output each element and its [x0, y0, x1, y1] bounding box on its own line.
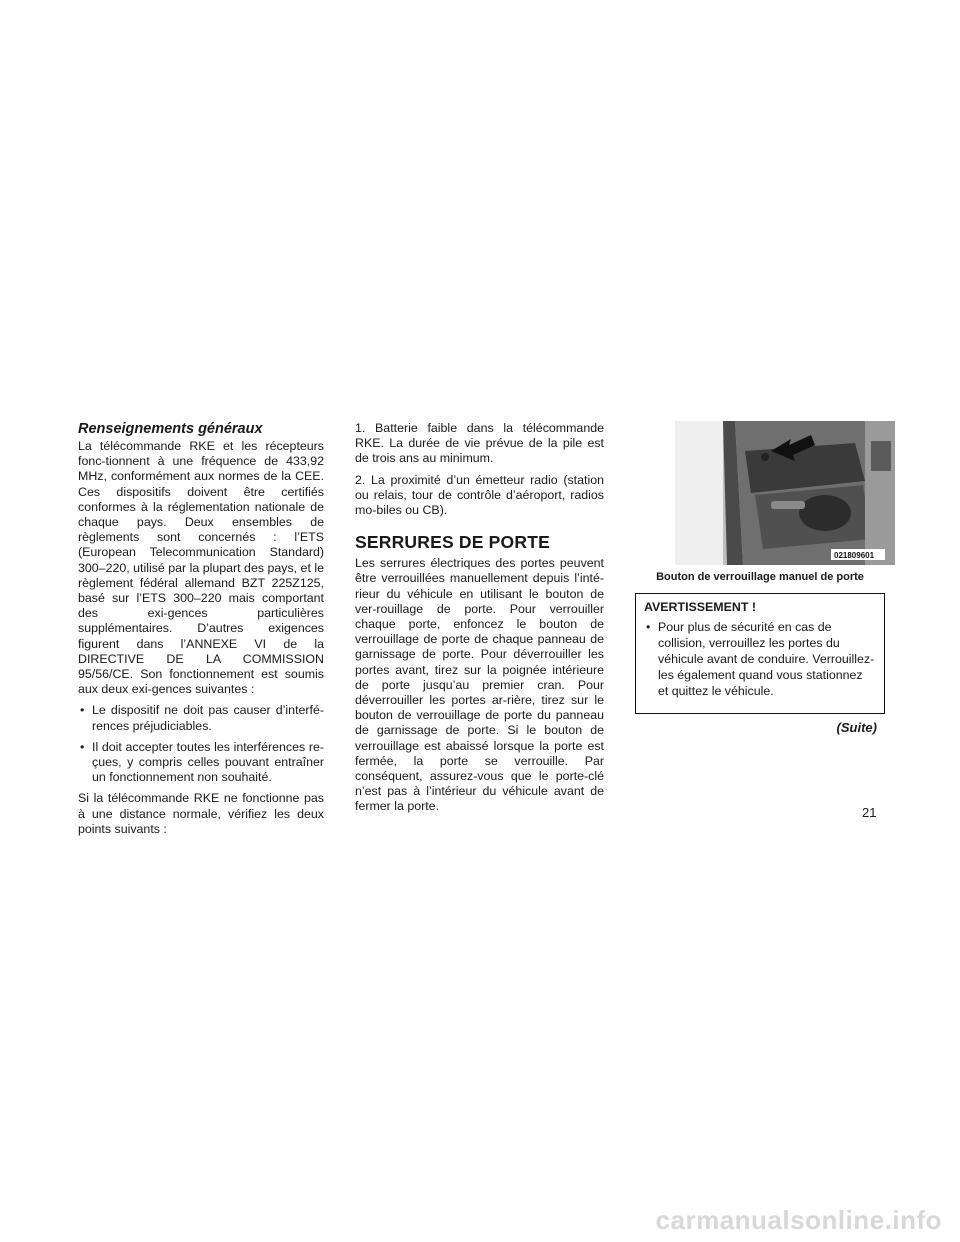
warning-box [635, 593, 885, 714]
requirements-list [78, 703, 324, 785]
door-panel-illustration [675, 421, 895, 565]
list-item [78, 703, 324, 733]
page-number: 21 [862, 805, 877, 820]
warning-title: AVERTISSEMENT ! [644, 600, 756, 614]
watermark: carmanualsonline.info [655, 1205, 942, 1235]
list-item-text: Le dispositif ne doit pas causer d’interfé-rences préjudiciables. [92, 703, 324, 733]
troubleshoot-item-1: 1. Batterie faible dans la télécommande RKE. La durée de vie prévue de la pile est de trois ans au minimum. [355, 421, 604, 466]
section-heading-door-locks: SERRURES DE PORTE [355, 532, 550, 553]
door-lock-photo [675, 421, 895, 565]
list-item-text: Il doit accepter toutes les interférences re-çues, y compris celles pouvant entraîner un fonctionnement non souhaité. [92, 739, 324, 785]
figure-caption: Bouton de verrouillage manuel de porte [656, 571, 864, 583]
column-right [635, 421, 885, 735]
list-item [644, 619, 876, 699]
section-heading-general-info: Renseignements généraux [78, 421, 263, 437]
warning-list [644, 619, 876, 699]
continued-label: (Suite) [836, 720, 877, 735]
troubleshoot-item-2: 2. La proximité d’un émetteur radio (station ou relais, tour de contrôle d’aéroport, radios mo-biles ou CB). [355, 472, 604, 518]
column-left [78, 421, 324, 843]
paragraph-door-locks: Les serrures électriques des portes peuvent être verrouillées manuellement depuis l’inté-rieur du véhicule en utilisant le bouton de ver-rouillage de porte. Pour verrouiller chaque porte, enfoncez le bouton de verrouillage de porte de chaque panneau de garnissage de porte. Pour déverrouiller les portes avant, tirez sur la poignée intérieure de porte jusqu’au premier cran. Pour déverrouiller les portes ar-rière, tirez sur le bouton de verrouillage de porte du panneau de garnissage de porte. Si le bouton de verrouillage est abaissé lorsque la porte est fermée, la porte se verrouille. Par conséquent, assurez-vous que le porte-clé n’est pas à l’intérieur du véhicule avant de fermer la porte. [355, 556, 604, 814]
warning-text: Pour plus de sécurité en cas de collision, verrouillez les portes du véhicule avant de conduire. Verrouillez-les également quand vous stationnez et quittez le véhicule. [658, 620, 875, 698]
column-middle [355, 421, 604, 821]
figure-code-label: 021809601 [834, 551, 875, 560]
list-item [78, 740, 324, 786]
bullet-icon: • [80, 703, 85, 718]
paragraph-rke-frequency: La télécommande RKE et les récepteurs fonc-tionnent à une fréquence de 433,92 MHz, conformément aux normes de la CEE. Ces dispositifs doivent être certifiés conformes à la réglementation nationale de chaque pays. Deux ensembles de règlements sont concernés : l’ETS (European Telecommunication Standard) 300–220, utilisé par la plupart des pays, et le règlement fédéral allemand BZT 225Z125, basé sur l’ETS 300–220 mais comportant des exi-gences particulières supplémentaires. D’autres exigences figurent dans l’ANNEXE VI de la DIRECTIVE DE LA COMMISSION 95/56/CE. Son fonctionnement est soumis aux deux exi-gences suivantes : [78, 439, 324, 697]
paragraph-rke-troubleshoot: Si la télécommande RKE ne fonctionne pas à une distance normale, vérifiez les deux points suivants : [78, 791, 324, 836]
bullet-icon: • [80, 739, 85, 754]
bullet-icon: • [646, 620, 651, 634]
